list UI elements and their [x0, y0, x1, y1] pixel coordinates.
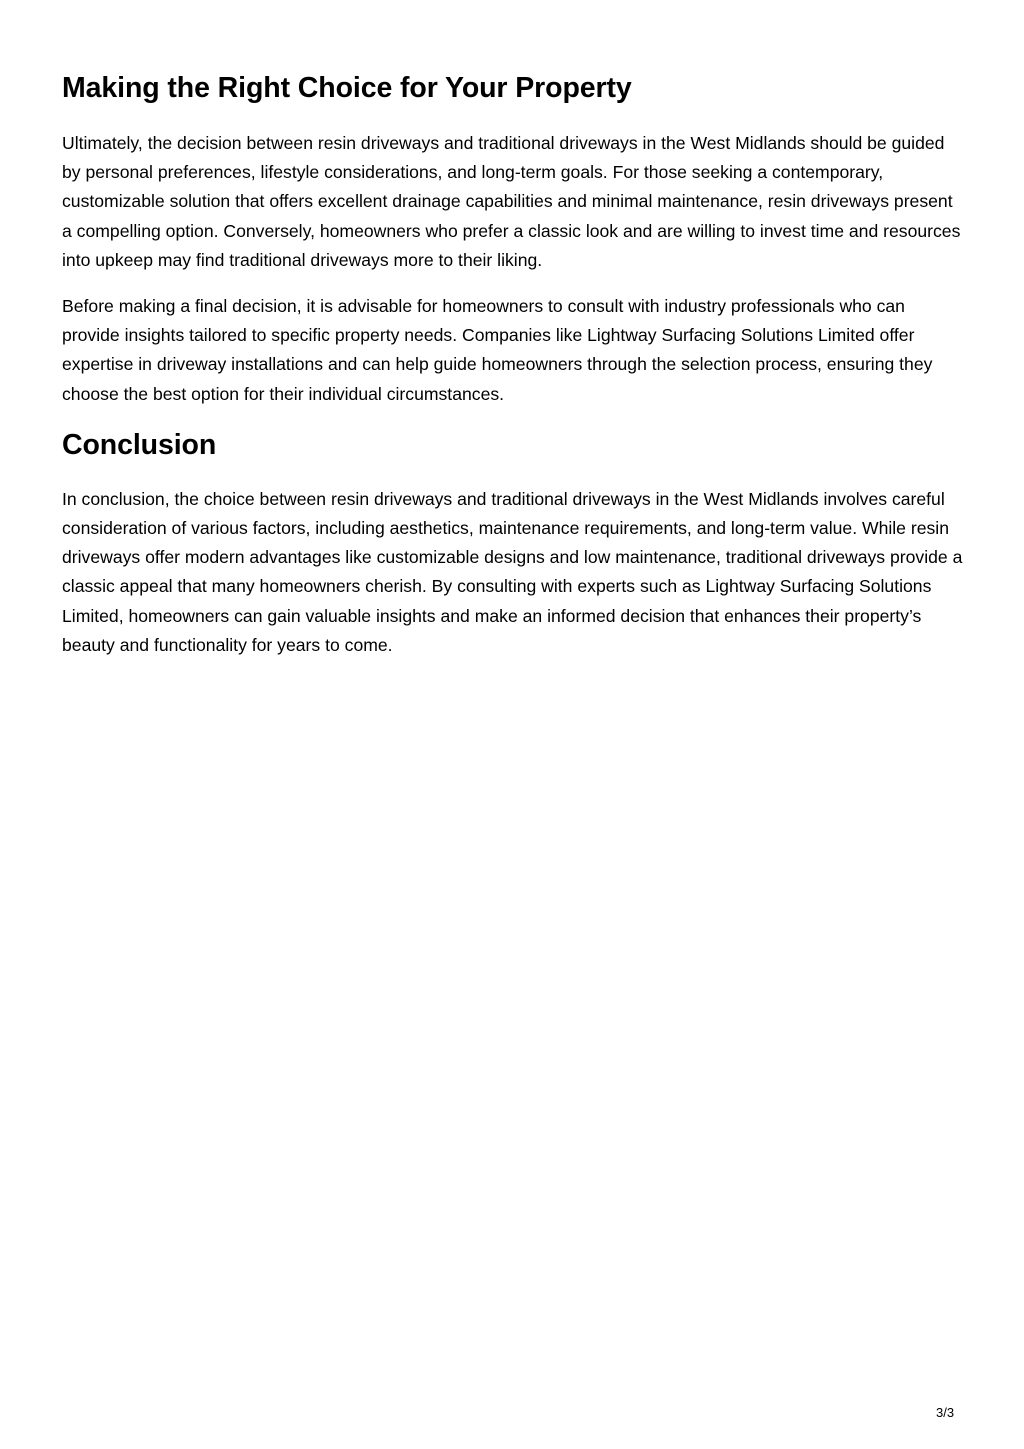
section-making-right-choice: [62, 70, 967, 409]
document-page: [62, 70, 967, 660]
paragraph: Ultimately, the decision between resin driveways and traditional driveways in the West Midlands should be guided by personal preferences, lifestyle considerations, and long-term goals. For those seeking a contemporary, customizable solution that offers excellent drainage capabilities and minimal maintenance, resin driveways present a compelling option. Conversely, homeowners who prefer a classic look and are willing to invest time and resources into upkeep may find traditional driveways more to their liking.: [62, 133, 961, 270]
page-number: 3/3: [936, 1405, 955, 1420]
section-heading: Conclusion: [62, 428, 217, 461]
paragraph: In conclusion, the choice between resin driveways and traditional driveways in the West Midlands involves careful consideration of various factors, including aesthetics, maintenance requirements, and long-term value. While resin driveways offer modern advantages like customizable designs and low maintenance, traditional driveways provide a classic appeal that many homeowners cherish. By consulting with experts such as Lightway Surfacing Solutions Limited, homeowners can gain valuable insights and make an informed decision that enhances their property’s beauty and functionality for years to come.: [62, 488, 963, 655]
section-conclusion: [62, 427, 967, 660]
section-heading: Making the Right Choice for Your Property: [62, 72, 632, 104]
paragraph: Before making a final decision, it is advisable for homeowners to consult with industry professionals who can provide insights tailored to specific property needs. Companies like Lightway Surfacing Solutions Limited offer expertise in driveway installations and can help guide homeowners through the selection process, ensuring they choose the best option for their individual circumstances.: [62, 296, 933, 404]
